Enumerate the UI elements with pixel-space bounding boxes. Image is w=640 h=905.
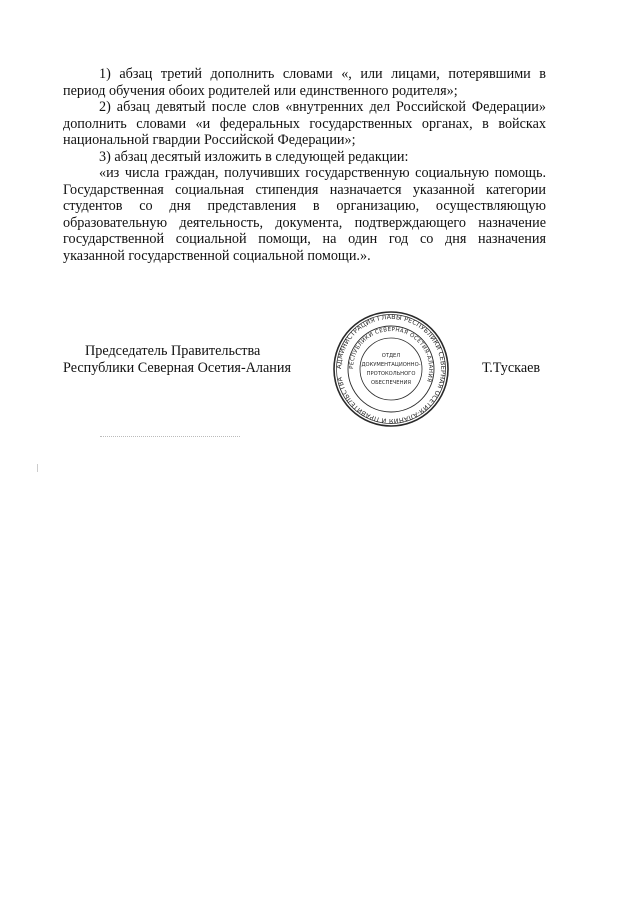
- paragraph-quote: «из числа граждан, получивших государственную социальную помощь. Государственная социальная стипендия назначается указанной категории студентов со дня представления в организацию, осуществляющую образовательную деятельность, документа, подтверждающего назначение государственной социальной помощи, на один год со дня назначения указанной государственной социальной помощи.».: [63, 165, 546, 264]
- paragraph-item-3: 3) абзац десятый изложить в следующей редакции:: [99, 148, 409, 165]
- seal-center-line-2: ДОКУМЕНТАЦИОННО-: [361, 362, 421, 368]
- seal-center-line-1: ОТДЕЛ: [381, 353, 401, 359]
- signatory-title: [63, 343, 291, 376]
- seal-inner-text: РЕСПУБЛИКИ СЕВЕРНАЯ ОСЕТИЯ-АЛАНИЯ: [348, 326, 434, 383]
- signatory-name: Т.Тускаев: [482, 360, 541, 376]
- seal-stamp-icon: [332, 310, 450, 428]
- margin-mark: [37, 464, 38, 472]
- signature-underline: [100, 436, 240, 438]
- official-seal: [332, 310, 450, 428]
- seal-center-line-3: ПРОТОКОЛЬНОГО: [366, 371, 416, 377]
- seal-outer-text: АДМИНИСТРАЦИЯ ГЛАВЫ РЕСПУБЛИКИ СЕВЕРНАЯ ОСЕТИЯ-АЛАНИЯ И ПРАВИТЕЛЬСТВА: [334, 312, 448, 426]
- paragraph-item-2: 2) абзац девятый после слов «внутренних дел Российской Федерации» дополнить словами «и федеральных государственных органах, в войсках национальной гвардии Российской Федерации»;: [63, 99, 546, 148]
- signatory-title-line1: Председатель Правительства: [85, 343, 261, 359]
- seal-center-line-4: ОБЕСПЕЧЕНИЯ: [371, 380, 411, 386]
- document-body: [63, 66, 546, 264]
- signatory-title-line2: Республики Северная Осетия-Алания: [63, 359, 292, 376]
- paragraph-item-1: 1) абзац третий дополнить словами «, или лицами, потерявшими в период обучения обоих родителей или единственного родителя»;: [63, 66, 546, 99]
